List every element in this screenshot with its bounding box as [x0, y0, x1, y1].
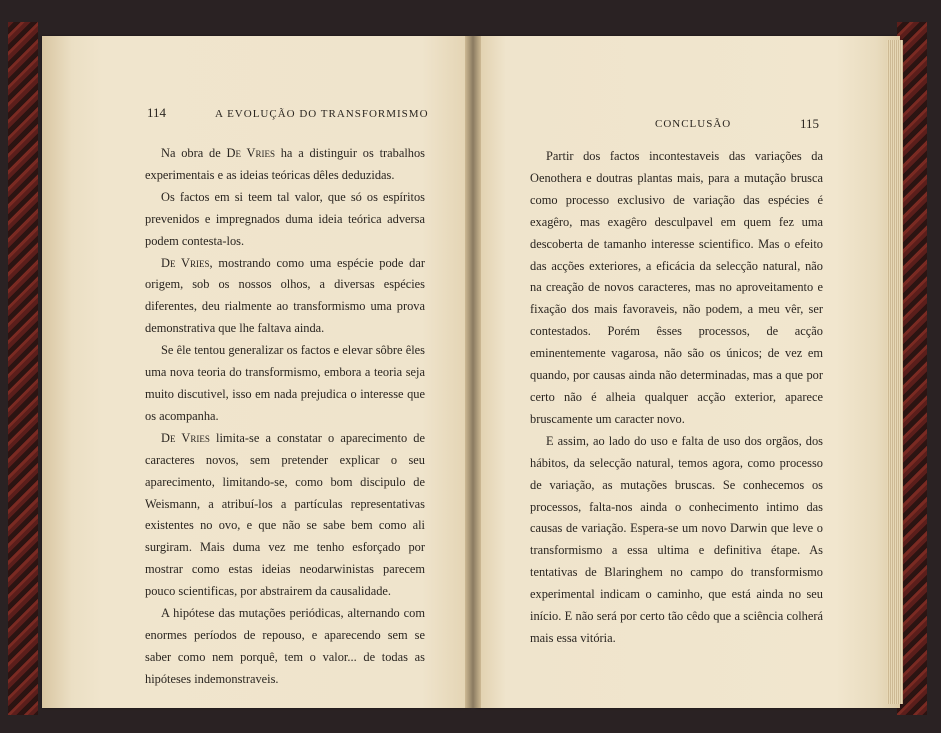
paragraph: Se êle tentou generalizar os factos e elevar sôbre êles uma nova teoria do transformismo, embora a teoria seja muito discutivel, isso em nada prejudica o interesse que os acompanha.: [145, 343, 425, 423]
page-edges: [887, 40, 903, 704]
left-running-head: A EVOLUÇÃO DO TRANSFORMISMO: [215, 108, 429, 120]
paragraph: De Vries limita-se a constatar o aparecimento de caracteres novos, sem pretender explicar o seu aparecimento, limitando-se, como bom discipulo de Weismann, a atribuí-los a partículas representativas existentes no ovo, e que não se sabe bem como ali surgiram. Mais duma vez me tenho esforçado por mostrar como estas ideias neodarwinistas parecem pouco scientificas, por abstrairem da causalidade.: [145, 430, 425, 599]
paragraph: Partir dos factos incontestaveis das variações da Oenothera e doutras plantas mais, para a mutação brusca como processo exclusivo de variação das espécies é exagêro, mas exagêro desculpavel em quem fez uma descoberta de tamanho interesse scientifico. Mas o efeito das acções exteriores, a eficácia da selecção natural, não na creação de novos caracteres, mas no aproveitamento e fixação dos mais favoraveis, não podem, a meu vêr, ser contestados. Porém êsses processos, de acção eminentemente vagarosa, não são os únicos; de vez em quando, por causas ainda não determinadas, mas a que por certo não é alheia qualquer acção exterior, aparece bruscamente um caracter novo.: [530, 149, 823, 426]
right-running-head: CONCLUSÃO: [655, 118, 732, 130]
left-page-body: [145, 143, 425, 691]
book-gutter: [465, 36, 481, 708]
paragraph: A hipótese das mutações periódicas, alternando com enormes períodos de repouso, e aparecendo sem se saber como nem porquê, tem o valor... de todas as hipóteses indemonstraveis.: [145, 606, 425, 686]
paragraph: E assim, ao lado do uso e falta de uso dos orgãos, dos hábitos, da selecção natural, temos agora, como processo de variação, as mutações bruscas. Se conhecemos os processos, falta-nos ainda o conhecimento intimo das causas de variação. Espera-se um novo Darwin que leve o transformismo a essa ultima e definitiva étape. As tentativas de Blaringhem no campo do transformismo experimental indicam o caminho, que está ainda no seu início. E não será por certo tão cêdo que a sciência colherá mais essa vitória.: [530, 433, 823, 645]
paragraph: Os factos em si teem tal valor, que só os espíritos prevenidos e impregnados duma ideia teórica adversa podem contesta-los.: [145, 189, 425, 248]
paragraph: Na obra de De Vries ha a distinguir os trabalhos experimentais e as ideias teóricas dêles deduzidas.: [145, 146, 425, 182]
right-page-number: 115: [800, 116, 820, 131]
left-page-number: 114: [147, 105, 167, 120]
right-page-body: [530, 146, 823, 650]
cover-edge-left: [8, 22, 38, 715]
paragraph: De Vries, mostrando como uma espécie pode dar origem, sob os nossos olhos, a diversas espécies diferentes, deu rialmente ao transformismo uma prova demonstrativa que lhe faltava ainda.: [145, 255, 426, 336]
